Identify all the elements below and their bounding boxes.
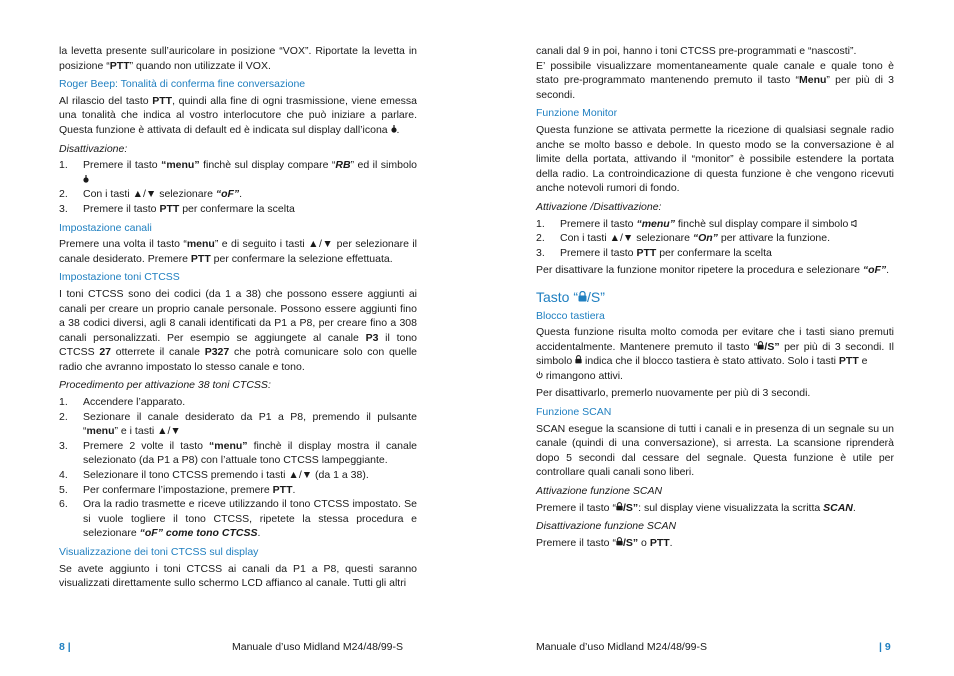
- scan-on-paragraph: Premere il tasto “ /S”: sul display viene visualizzata la scritta SCAN.: [536, 501, 856, 514]
- list-item: 2. Con i tasti ▲/▼ selezionare “oF”.: [59, 188, 243, 201]
- lock-icon: [616, 502, 623, 511]
- list-item: 2. Con i tasti ▲/▼ selezionare “On” per attivare la funzione.: [536, 232, 831, 245]
- roger-steps: [59, 158, 417, 216]
- visual-paragraph: Se avete aggiunto i toni CTCSS ai canali da P1 a P8, questi saranno visualizzati direttamente sullo schermo LCD affianco al canale. Tutti gli altri: [59, 562, 417, 590]
- monitor-paragraph: Questa funzione se attivata permette la ricezione di qualsiasi segnale radio anche se molto basso e debole. In questo modo se la conversazione è al limite della portata, attivando il “monitor” è possibile estendere la portata della radio. La controindicazione di questa funzione è che vengono ricevuti anche notevoli rumori di fondo.: [536, 123, 894, 195]
- blocco-paragraph-2: Per disattivarlo, premerlo nuovamente per più di 3 secondi.: [536, 387, 811, 400]
- footer-title-right: Manuale d’uso Midland M24/48/99-S: [536, 641, 708, 653]
- lock-icon: [578, 291, 587, 302]
- heading-visualizzazione: Visualizzazione dei toni CTCSS sul display: [59, 546, 259, 558]
- roger-beep-icon: [83, 175, 89, 183]
- monitor-off-paragraph: Per disattivare la funzione monitor ripetere la procedura e selezionare “oF”.: [536, 264, 890, 277]
- scan-off-paragraph: Premere il tasto “ /S” o PTT.: [536, 536, 673, 549]
- canali-paragraph: Premere una volta il tasto “menu” e di seguito i tasti ▲/▼ per selezionare il canale desiderato. Premere PTT per confermare la selezione effettuata.: [59, 238, 417, 265]
- list-item: 3. Premere 2 volte il tasto “menu” finchè il display mostra il canale selezionato (da P1 a P8) con l’attuale tono CTCSS lampeggiante.: [59, 439, 417, 467]
- subheading-attivazione: Attivazione /Disattivazione:: [536, 200, 662, 213]
- heading-roger-beep: Roger Beep: Tonalità di conferma fine conversazione: [59, 78, 306, 91]
- heading-impostazione-canali: Impostazione canali: [59, 221, 152, 234]
- list-item: 3. Premere il tasto PTT per confermare la scelta: [536, 246, 772, 259]
- list-item: 1. Premere il tasto “menu” finchè sul display compare il simbolo: [536, 217, 894, 232]
- list-item: 5. Per confermare l’impostazione, premere PTT.: [59, 483, 296, 496]
- speaker-icon: [851, 220, 859, 227]
- subheading-procedimento: Procedimento per attivazione 38 toni CTCSS:: [59, 379, 271, 392]
- right-page: [536, 44, 894, 553]
- list-item: 2. Sezionare il canale desiderato da P1 a P8, premendo il pulsante “menu” e i tasti ▲/▼: [59, 410, 417, 438]
- intro-paragraph: la levetta presente sull’auricolare in posizione “VOX”. Riportate la levetta in posizione “PTT” quando non utilizzate il VOX.: [59, 45, 417, 72]
- heading-ctcss: Impostazione toni CTCSS: [59, 271, 180, 284]
- ctcss-paragraph: I toni CTCSS sono dei codici (da 1 a 38) che possono essere aggiunti ai canali per creare un proprio canale personale. Possono essere aggiunti fino a 38 codici diversi, agli 8 canali identificati da P1 a P8, per creare fino a 308 canali personalizzati. Per esempio se aggiungete al canale P3 il tono CTCSS 27 otterrete il canale P327 che potrà comunicare solo con quelle radio che avranno impostato lo stesso canale e tono.: [59, 287, 417, 373]
- heading-blocco-tastiera: Blocco tastiera: [536, 309, 605, 322]
- subheading-scan-off: Disattivazione funzione SCAN: [536, 520, 677, 533]
- page-number-left: 8 |: [59, 641, 71, 653]
- list-item: 1. Accendere l’apparato.: [59, 396, 186, 409]
- list-item: 1. Premere il tasto “menu” finchè sul display compare “RB” ed il simbolo: [59, 158, 417, 187]
- heading-monitor: Funzione Monitor: [536, 107, 618, 120]
- scan-paragraph: SCAN esegue la scansione di tutti i canali e in presenza di un segnale su un canale (quindi di una conversazione), si arresta. La scansione riprenderà dopo 5 secondi dal cessare del segnale. Questa funzione è utile per controllare quali canali sono liberi.: [536, 422, 894, 479]
- roger-beep-icon: [391, 125, 397, 133]
- left-page: [59, 44, 417, 594]
- list-item: 4. Selezionare il tono CTCSS premendo i tasti ▲/▼ (da 1 a 38).: [59, 469, 369, 482]
- monitor-steps: [536, 217, 894, 261]
- page-number-right: | 9: [879, 641, 891, 653]
- ctcss-steps: [59, 395, 417, 541]
- subheading-scan-on: Attivazione funzione SCAN: [536, 485, 663, 498]
- continuation-paragraph: canali dal 9 in poi, hanno i toni CTCSS pre-programmati e “nascosti”. E’ possibile visualizzare momentaneamente quale canale e quale tono è stato pre-programmato mantenendo premuto il tasto “Menu” per più di 3 secondi.: [536, 45, 894, 101]
- power-icon: [536, 371, 543, 379]
- lock-icon: [616, 537, 623, 546]
- footer-title-left: Manuale d’uso Midland M24/48/99-S: [232, 641, 404, 653]
- heading-scan: Funzione SCAN: [536, 406, 612, 419]
- list-item: 3. Premere il tasto PTT per confermare la scelta: [59, 202, 295, 215]
- roger-paragraph: Al rilascio del tasto PTT, quindi alla fine di ogni trasmissione, viene emessa una tonalità che indica al vostro interlocutore che può iniziare a parlare. Questa funzione è attivata di default ed è indicata sul display dall’icona .: [59, 94, 417, 136]
- blocco-paragraph: Questa funzione risulta molto comoda per evitare che i tasti siano premuti accidentalmente. Mantenere premuto il tasto “ /S” per più di 3 secondi. Il simbolo indica che il blocco tastiera è stato attivato. Solo i tasti PTT e rimangono attivi.: [536, 326, 895, 382]
- list-item: 6. Ora la radio trasmette e riceve utilizzando il tono CTCSS impostato. Se si vuole togliere il tono CTCSS, ripetete la stessa procedura e selezionare “oF” come tono CTCSS.: [59, 498, 417, 540]
- heading-tasto-lock-scan: Tasto “ /S”: [536, 288, 605, 305]
- subheading-disattivazione: Disattivazione:: [59, 142, 128, 155]
